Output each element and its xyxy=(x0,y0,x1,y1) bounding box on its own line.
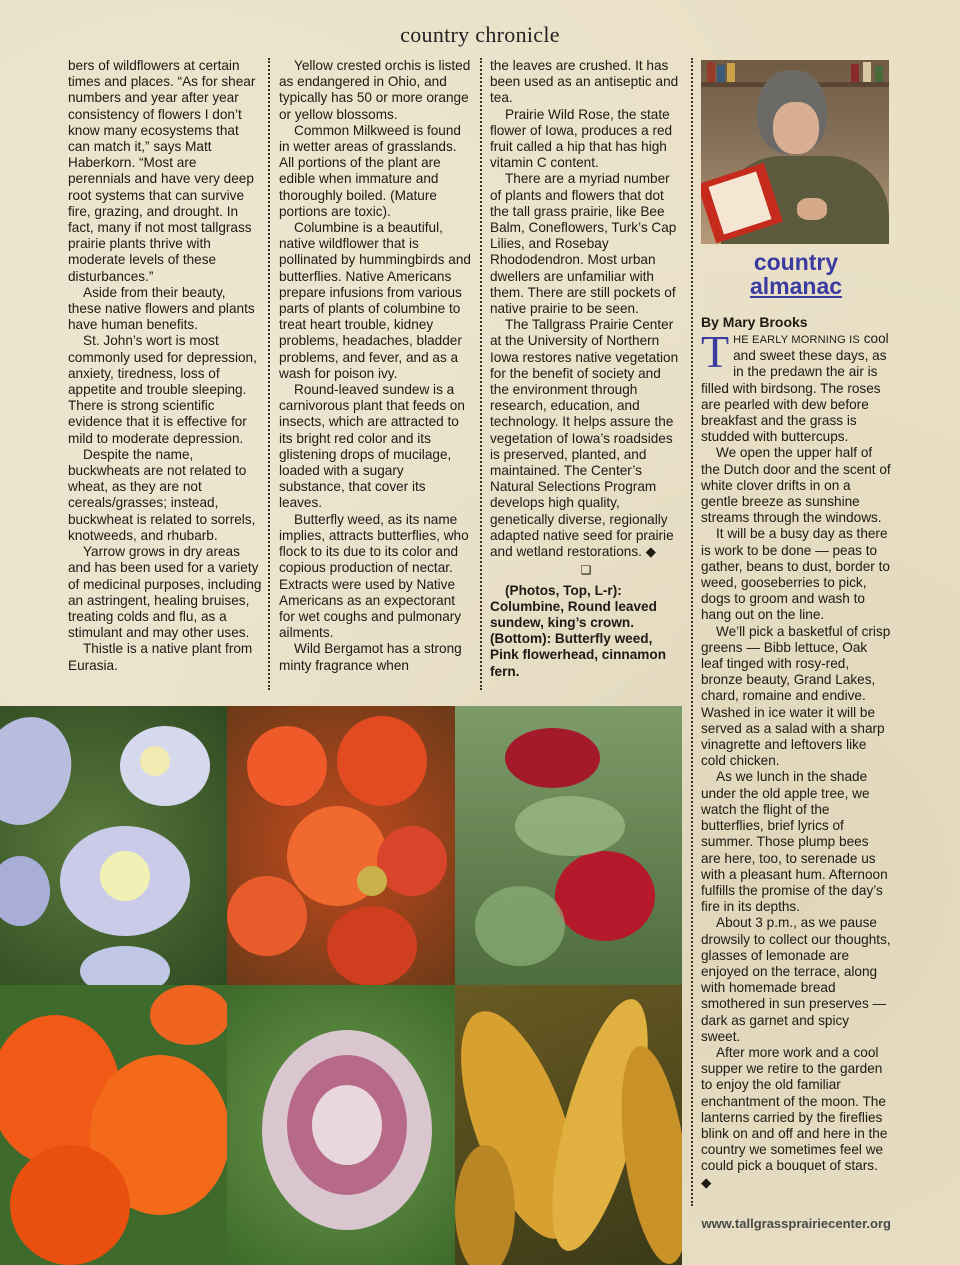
paragraph: the leaves are crushed. It has been used as an antiseptic and tea. xyxy=(490,58,679,106)
masthead: country chronicle xyxy=(400,22,560,47)
article-column-2 xyxy=(279,58,471,674)
paragraph: The Tallgrass Prairie Center at the University of Northern Iowa restores native vegetation for the benefit of society and the environment through research, education, and technology. It helps assure the vegetation of Iowa’s roadsides is preserved, planted, and maintained. The Center’s Natural Selections Program develops high quality, genetically diverse, regionally adapted native seed for prairie and wetland restorations. ◆ xyxy=(490,317,679,560)
paragraph: bers of wildflowers at certain times and places. “As for shear numbers and year after year consistency of flowers I don’t know many ecosystems that can match it,” says Matt Haberkorn. “Most are perennials and have very deep root systems that can survive fire, grazing, and drought. In fact, many if not most tallgrass prairie plants thrive with moderate levels of these disturbances.” xyxy=(68,58,256,284)
almanac-title-line-1: country xyxy=(753,249,839,275)
paragraph: As we lunch in the shade under the old apple tree, we watch the flight of the butterflies, brief lyrics of summer. Those plump bees are here, too, to serenade us with a pleasant hum. Afternoon fulfills the promise of the day’s fire in its depths. xyxy=(701,769,888,915)
paragraph: Prairie Wild Rose, the state flower of Iowa, produces a red fruit called a hip that has high vitamin C content. xyxy=(490,106,673,171)
section-end-mark: ❑ xyxy=(580,563,592,578)
paragraph: Despite the name, buckwheats are not related to wheat, as they are not cereals/grasses; instead, buckwheat is related to sorrels, knotweeds, and rhubarb. xyxy=(68,446,256,543)
paragraph: Yellow crested orchis is listed as endangered in Ohio, and typically has 50 or more orange or yellow blossoms. xyxy=(279,58,471,122)
website-link[interactable]: www.tallgrassprairiecenter.org xyxy=(701,1216,891,1231)
byline: By Mary Brooks xyxy=(701,314,808,330)
almanac-title-line-2: almanac xyxy=(749,273,843,299)
paragraph: We’ll pick a basketful of crisp greens — Bibb lettuce, Oak leaf tinged with rosy-red, bronze beauty, Grand Lakes, chard, romaine and endive. Washed in ice water it will be served as a salad with a sharp vinagrette and leftovers like cold chicken. xyxy=(701,623,891,769)
paragraph: We open the upper half of the Dutch door and the scent of white clover drifts in on a gentle breeze as sunshine streams through the windows. xyxy=(701,445,891,526)
paragraph: There are a myriad number of plants and flowers that dot the tall grass prairie, like Bee Balm, Coneflowers, Turk’s Cap Lilies, and Rosebay Rhododendron. Most urban dwellers are unfamiliar with them. There are still pockets of native prairie to be seen. xyxy=(490,171,677,317)
drop-cap: T xyxy=(701,326,730,377)
author-photo xyxy=(701,60,889,244)
paragraph: St. John’s wort is most commonly used for depression, anxiety, tiredness, loss of appetite and trouble sleeping. There is strong scientific evidence that it is effective for mild to moderate depression. xyxy=(68,333,257,446)
paragraph: After more work and a cool supper we retire to the garden to enjoy the old familiar enchantment of the moon. The lanterns carried by the fireflies blink on and off and here in the country we sometimes feel we could pick a bouquet of stars. ◆ xyxy=(701,1044,888,1190)
cinnamon-fern-photo xyxy=(455,985,682,1265)
butterfly-weed-photo xyxy=(0,985,227,1265)
almanac-body xyxy=(701,326,891,1191)
sundew-photo xyxy=(227,706,455,985)
almanac-sidebar xyxy=(701,60,891,1191)
lead-paragraph xyxy=(701,326,891,445)
columbine-photo xyxy=(0,706,227,985)
paragraph: Wild Bergamot has a strong minty fragrance when xyxy=(279,641,462,673)
paragraph: Round-leaved sundew is a carnivorous plant that feeds on insects, which are attracted to its bright red color and its glistening drops of mucilage, loaded with a sugary substance, that cover its leaves. xyxy=(279,382,465,511)
lead-smallcaps: HE EARLY MORNING IS xyxy=(733,334,860,346)
paragraph: Yarrow grows in dry areas and has been used for a variety of medicinal purposes, including an astringent, healing bruises, treating colds and flu, as a stimulant and may other uses. xyxy=(68,544,262,641)
paragraph: Common Milkweed is found in wetter areas of grasslands. All portions of the plant are edible when immature and thoroughly boiled. (Mature portions are toxic). xyxy=(279,122,461,219)
article-column-3 xyxy=(490,58,682,680)
paragraph: About 3 p.m., as we pause drowsily to collect our thoughts, glasses of lemonade are enjoyed on the terrace, along with homemade bread smothered in sun preserves — dark as garnet and spicy sweet. xyxy=(701,915,891,1044)
article-column-1 xyxy=(68,58,262,674)
paragraph: Aside from their beauty, these native flowers and plants have human benefits. xyxy=(68,284,255,333)
almanac-title xyxy=(701,250,891,298)
photo-caption: (Photos, Top, L-r): Columbine, Round leaved sundew, king’s crown. (Bottom): Butterfly weed, Pink flowerhead, cinnamon fern. xyxy=(490,582,666,679)
paragraph: It will be a busy day as there is work to be done — peas to gather, beans to dust, border to weed, gooseberries to pick, dogs to groom and wash to hang out on the line. xyxy=(701,526,890,623)
paragraph: Butterfly weed, as its name implies, attracts butterflies, who flock to its due to its color and copious production of nectar. Extracts were used by Native Americans as an expectorant for wet coughs and pulmonary ailments. xyxy=(279,511,469,641)
pink-flowerhead-photo xyxy=(227,985,455,1265)
paragraph: Columbine is a beautiful, native wildflower that is pollinated by hummingbirds and butterflies. Native Americans prepare infusions from various parts of plants of columbine to treat heart trouble, kidney problems, headaches, bladder problems, and fever, and as a wash for poison ivy. xyxy=(279,220,471,381)
column-divider xyxy=(480,58,482,690)
paragraph: Thistle is a native plant from Eurasia. xyxy=(68,641,253,673)
kings-crown-photo xyxy=(455,706,682,985)
lead-text: cool and sweet these days, as in the predawn the air is filled with birdsong. The roses are pearled with dew before breakfast and the grass is studded with buttercups. xyxy=(701,331,889,445)
column-divider xyxy=(268,58,270,690)
column-divider xyxy=(691,58,693,1206)
